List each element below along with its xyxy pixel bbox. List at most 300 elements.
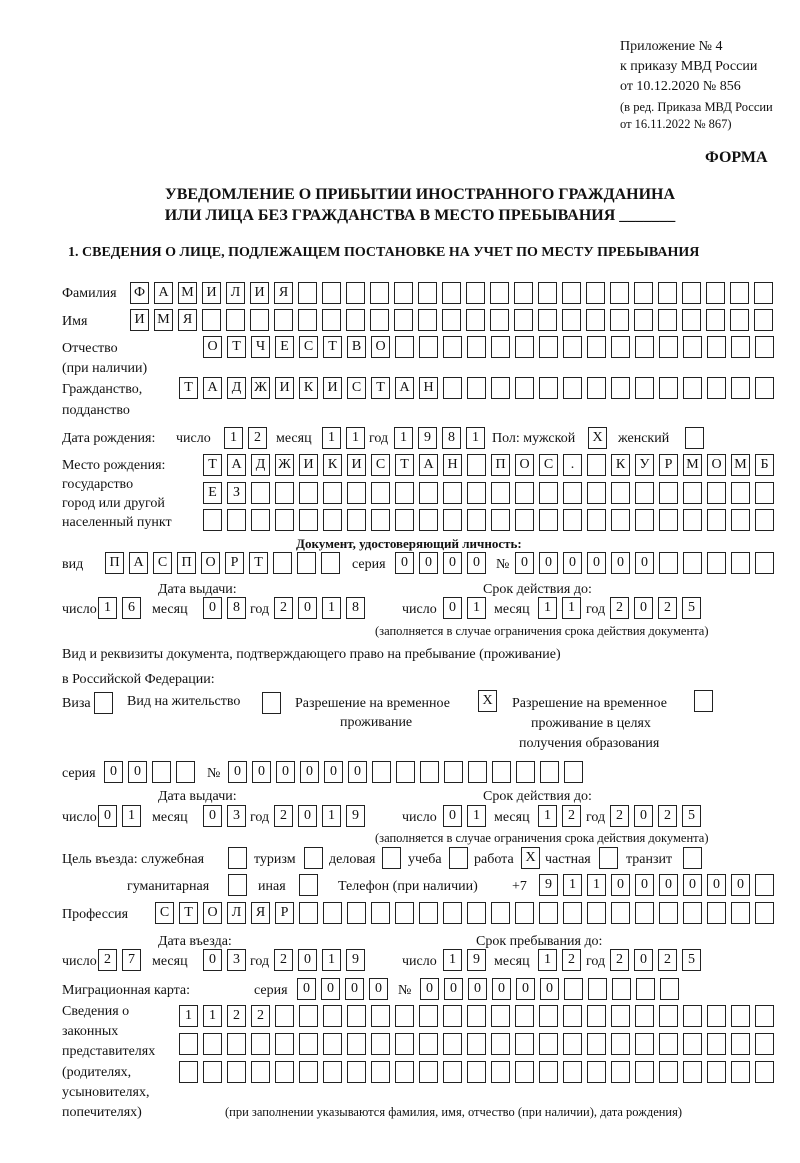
- form-cell[interactable]: 0: [707, 874, 726, 896]
- form-cell[interactable]: 7: [122, 949, 141, 971]
- form-cell[interactable]: [346, 282, 365, 304]
- form-cell[interactable]: [298, 282, 317, 304]
- form-cell[interactable]: [635, 1033, 654, 1055]
- form-cell[interactable]: [273, 552, 292, 574]
- form-cell[interactable]: У: [635, 454, 654, 476]
- patronymic-field[interactable]: [203, 336, 774, 358]
- form-cell[interactable]: .: [563, 454, 582, 476]
- form-cell[interactable]: [587, 377, 606, 399]
- form-cell[interactable]: [682, 282, 701, 304]
- form-cell[interactable]: 9: [346, 805, 365, 827]
- form-cell[interactable]: [514, 282, 533, 304]
- form-cell[interactable]: 5: [682, 597, 701, 619]
- form-cell[interactable]: [491, 336, 510, 358]
- form-cell[interactable]: И: [347, 454, 366, 476]
- form-cell[interactable]: 1: [122, 805, 141, 827]
- form-cell[interactable]: 0: [324, 761, 343, 783]
- form-cell[interactable]: [707, 509, 726, 531]
- form-cell[interactable]: [491, 1061, 510, 1083]
- birth-month-field[interactable]: [322, 427, 365, 449]
- form-cell[interactable]: [443, 1005, 462, 1027]
- form-cell[interactable]: [442, 309, 461, 331]
- form-cell[interactable]: Я: [251, 902, 270, 924]
- form-cell[interactable]: [659, 482, 678, 504]
- form-cell[interactable]: [323, 482, 342, 504]
- form-cell[interactable]: [659, 552, 678, 574]
- form-cell[interactable]: [562, 282, 581, 304]
- form-cell[interactable]: [635, 509, 654, 531]
- form-cell[interactable]: 1: [346, 427, 365, 449]
- form-cell[interactable]: [563, 902, 582, 924]
- form-cell[interactable]: [634, 309, 653, 331]
- form-cell[interactable]: [611, 482, 630, 504]
- form-cell[interactable]: [730, 309, 749, 331]
- form-cell[interactable]: Б: [755, 454, 774, 476]
- form-cell[interactable]: Н: [443, 454, 462, 476]
- form-cell[interactable]: А: [154, 282, 173, 304]
- representatives-field-line-2[interactable]: [179, 1033, 774, 1055]
- form-cell[interactable]: [611, 377, 630, 399]
- form-cell[interactable]: [754, 309, 773, 331]
- form-cell[interactable]: 0: [395, 552, 414, 574]
- form-cell[interactable]: М: [731, 454, 750, 476]
- sex-female-checkbox[interactable]: [685, 427, 704, 449]
- form-cell[interactable]: 0: [203, 597, 222, 619]
- form-cell[interactable]: 2: [610, 597, 629, 619]
- form-cell[interactable]: О: [515, 454, 534, 476]
- form-cell[interactable]: 1: [443, 949, 462, 971]
- id-series-field[interactable]: [395, 552, 486, 574]
- form-cell[interactable]: [443, 336, 462, 358]
- form-cell[interactable]: [635, 1005, 654, 1027]
- form-cell[interactable]: Я: [274, 282, 293, 304]
- form-cell[interactable]: 0: [252, 761, 271, 783]
- form-cell[interactable]: [515, 902, 534, 924]
- form-cell[interactable]: [418, 309, 437, 331]
- form-cell[interactable]: [538, 282, 557, 304]
- form-cell[interactable]: [516, 761, 535, 783]
- form-cell[interactable]: [707, 1061, 726, 1083]
- form-cell[interactable]: 2: [562, 805, 581, 827]
- form-cell[interactable]: И: [275, 377, 294, 399]
- form-cell[interactable]: [683, 336, 702, 358]
- form-cell[interactable]: Т: [249, 552, 268, 574]
- form-cell[interactable]: [323, 1005, 342, 1027]
- form-cell[interactable]: [491, 1033, 510, 1055]
- temp-residence-checkbox[interactable]: [478, 690, 497, 712]
- form-cell[interactable]: М: [683, 454, 702, 476]
- form-cell[interactable]: 0: [203, 805, 222, 827]
- form-cell[interactable]: [250, 309, 269, 331]
- form-cell[interactable]: [707, 1033, 726, 1055]
- form-cell[interactable]: 0: [443, 597, 462, 619]
- form-cell[interactable]: З: [227, 482, 246, 504]
- form-cell[interactable]: [539, 336, 558, 358]
- form-cell[interactable]: [683, 1005, 702, 1027]
- form-cell[interactable]: [539, 1005, 558, 1027]
- form-cell[interactable]: [490, 309, 509, 331]
- form-cell[interactable]: [371, 482, 390, 504]
- form-cell[interactable]: X: [478, 690, 497, 712]
- birthplace-field-line-3[interactable]: [203, 509, 774, 531]
- form-cell[interactable]: [659, 902, 678, 924]
- name-field[interactable]: [130, 309, 773, 331]
- stay-issue-month-field[interactable]: [203, 805, 246, 827]
- purpose-business-checkbox[interactable]: [382, 847, 401, 869]
- form-cell[interactable]: 2: [562, 949, 581, 971]
- form-cell[interactable]: 2: [610, 805, 629, 827]
- form-cell[interactable]: И: [299, 454, 318, 476]
- form-cell[interactable]: О: [201, 552, 220, 574]
- form-cell[interactable]: [731, 1061, 750, 1083]
- phone-field[interactable]: [539, 874, 774, 896]
- form-cell[interactable]: [394, 282, 413, 304]
- form-cell[interactable]: 0: [611, 552, 630, 574]
- purpose-transit-checkbox[interactable]: [683, 847, 702, 869]
- form-cell[interactable]: [203, 1033, 222, 1055]
- form-cell[interactable]: 0: [203, 949, 222, 971]
- form-cell[interactable]: [347, 902, 366, 924]
- form-cell[interactable]: [539, 377, 558, 399]
- form-cell[interactable]: [611, 509, 630, 531]
- entry-year-field[interactable]: [274, 949, 365, 971]
- form-cell[interactable]: [659, 509, 678, 531]
- form-cell[interactable]: [731, 509, 750, 531]
- form-cell[interactable]: А: [395, 377, 414, 399]
- form-cell[interactable]: [563, 1061, 582, 1083]
- form-cell[interactable]: [467, 377, 486, 399]
- form-cell[interactable]: [515, 482, 534, 504]
- form-cell[interactable]: [634, 282, 653, 304]
- form-cell[interactable]: [514, 309, 533, 331]
- form-cell[interactable]: М: [154, 309, 173, 331]
- form-cell[interactable]: Т: [179, 902, 198, 924]
- form-cell[interactable]: [419, 1033, 438, 1055]
- form-cell[interactable]: 0: [443, 805, 462, 827]
- citizenship-field[interactable]: [179, 377, 774, 399]
- form-cell[interactable]: [683, 902, 702, 924]
- form-cell[interactable]: [515, 336, 534, 358]
- form-cell[interactable]: Р: [659, 454, 678, 476]
- form-cell[interactable]: [563, 1005, 582, 1027]
- form-cell[interactable]: [491, 377, 510, 399]
- surname-field[interactable]: [130, 282, 773, 304]
- id-valid-day-field[interactable]: [443, 597, 486, 619]
- form-cell[interactable]: [492, 761, 511, 783]
- stay-valid-year-field[interactable]: [610, 805, 701, 827]
- purpose-official-checkbox[interactable]: [228, 847, 247, 869]
- form-cell[interactable]: [443, 1061, 462, 1083]
- form-cell[interactable]: [707, 482, 726, 504]
- representatives-field-line-1[interactable]: [179, 1005, 774, 1027]
- form-cell[interactable]: [251, 1033, 270, 1055]
- form-cell[interactable]: 0: [683, 874, 702, 896]
- form-cell[interactable]: Ф: [130, 282, 149, 304]
- form-cell[interactable]: Т: [371, 377, 390, 399]
- form-cell[interactable]: [730, 282, 749, 304]
- form-cell[interactable]: [683, 482, 702, 504]
- form-cell[interactable]: [683, 509, 702, 531]
- form-cell[interactable]: [755, 377, 774, 399]
- form-cell[interactable]: [419, 1061, 438, 1083]
- form-cell[interactable]: [707, 377, 726, 399]
- form-cell[interactable]: [731, 1005, 750, 1027]
- form-cell[interactable]: [179, 1033, 198, 1055]
- form-cell[interactable]: [491, 1005, 510, 1027]
- form-cell[interactable]: [515, 377, 534, 399]
- stay-issue-day-field[interactable]: [98, 805, 141, 827]
- form-cell[interactable]: П: [491, 454, 510, 476]
- form-cell[interactable]: [467, 482, 486, 504]
- form-cell[interactable]: [323, 1033, 342, 1055]
- form-cell[interactable]: [563, 482, 582, 504]
- form-cell[interactable]: 1: [467, 597, 486, 619]
- form-cell[interactable]: Т: [227, 336, 246, 358]
- id-kind-field[interactable]: [105, 552, 340, 574]
- form-cell[interactable]: 2: [610, 949, 629, 971]
- form-cell[interactable]: [539, 902, 558, 924]
- form-cell[interactable]: 0: [298, 597, 317, 619]
- form-cell[interactable]: [491, 509, 510, 531]
- form-cell[interactable]: О: [371, 336, 390, 358]
- form-cell[interactable]: [563, 509, 582, 531]
- form-cell[interactable]: 0: [587, 552, 606, 574]
- form-cell[interactable]: [683, 847, 702, 869]
- form-cell[interactable]: 1: [538, 805, 557, 827]
- migration-number-field[interactable]: [420, 978, 679, 1000]
- form-cell[interactable]: [251, 509, 270, 531]
- form-cell[interactable]: 8: [346, 597, 365, 619]
- form-cell[interactable]: 1: [322, 427, 341, 449]
- form-cell[interactable]: [419, 1005, 438, 1027]
- form-cell[interactable]: С: [155, 902, 174, 924]
- form-cell[interactable]: [706, 282, 725, 304]
- form-cell[interactable]: [467, 1061, 486, 1083]
- form-cell[interactable]: 9: [539, 874, 558, 896]
- form-cell[interactable]: [659, 1061, 678, 1083]
- form-cell[interactable]: [538, 309, 557, 331]
- form-cell[interactable]: [372, 761, 391, 783]
- form-cell[interactable]: Я: [178, 309, 197, 331]
- form-cell[interactable]: 0: [467, 552, 486, 574]
- purpose-work-checkbox[interactable]: [521, 847, 540, 869]
- form-cell[interactable]: 1: [203, 1005, 222, 1027]
- form-cell[interactable]: [395, 1033, 414, 1055]
- form-cell[interactable]: 0: [228, 761, 247, 783]
- form-cell[interactable]: [707, 902, 726, 924]
- form-cell[interactable]: 0: [468, 978, 487, 1000]
- form-cell[interactable]: [755, 1061, 774, 1083]
- form-cell[interactable]: [539, 482, 558, 504]
- form-cell[interactable]: [587, 1005, 606, 1027]
- form-cell[interactable]: [754, 282, 773, 304]
- form-cell[interactable]: [370, 309, 389, 331]
- form-cell[interactable]: [611, 1033, 630, 1055]
- form-cell[interactable]: [491, 482, 510, 504]
- form-cell[interactable]: О: [203, 902, 222, 924]
- form-cell[interactable]: В: [347, 336, 366, 358]
- form-cell[interactable]: [610, 282, 629, 304]
- form-cell[interactable]: [466, 309, 485, 331]
- form-cell[interactable]: 0: [369, 978, 388, 1000]
- form-cell[interactable]: [731, 377, 750, 399]
- form-cell[interactable]: [562, 309, 581, 331]
- form-cell[interactable]: [228, 847, 247, 869]
- form-cell[interactable]: [297, 552, 316, 574]
- form-cell[interactable]: [395, 1005, 414, 1027]
- form-cell[interactable]: 1: [466, 427, 485, 449]
- form-cell[interactable]: С: [347, 377, 366, 399]
- form-cell[interactable]: [394, 309, 413, 331]
- form-cell[interactable]: [203, 1061, 222, 1083]
- form-cell[interactable]: [443, 377, 462, 399]
- stay-number-field[interactable]: [228, 761, 583, 783]
- stay-valid-day-field[interactable]: [443, 805, 486, 827]
- form-cell[interactable]: [443, 482, 462, 504]
- form-cell[interactable]: [564, 978, 583, 1000]
- form-cell[interactable]: [346, 309, 365, 331]
- form-cell[interactable]: [635, 1061, 654, 1083]
- form-cell[interactable]: Е: [275, 336, 294, 358]
- form-cell[interactable]: [203, 509, 222, 531]
- birthplace-field-line-1[interactable]: [203, 454, 774, 476]
- entry-day-field[interactable]: [98, 949, 141, 971]
- form-cell[interactable]: [299, 509, 318, 531]
- form-cell[interactable]: [539, 1033, 558, 1055]
- purpose-tourism-checkbox[interactable]: [304, 847, 323, 869]
- form-cell[interactable]: [227, 1033, 246, 1055]
- form-cell[interactable]: 5: [682, 805, 701, 827]
- form-cell[interactable]: [467, 902, 486, 924]
- form-cell[interactable]: [755, 336, 774, 358]
- profession-field[interactable]: [155, 902, 774, 924]
- form-cell[interactable]: [274, 309, 293, 331]
- form-cell[interactable]: [539, 509, 558, 531]
- form-cell[interactable]: [347, 1005, 366, 1027]
- form-cell[interactable]: [449, 847, 468, 869]
- form-cell[interactable]: [587, 336, 606, 358]
- form-cell[interactable]: 2: [251, 1005, 270, 1027]
- form-cell[interactable]: 1: [587, 874, 606, 896]
- form-cell[interactable]: [322, 309, 341, 331]
- form-cell[interactable]: 0: [635, 552, 654, 574]
- form-cell[interactable]: И: [130, 309, 149, 331]
- form-cell[interactable]: [347, 1061, 366, 1083]
- form-cell[interactable]: 1: [224, 427, 243, 449]
- form-cell[interactable]: 0: [444, 978, 463, 1000]
- form-cell[interactable]: [659, 1005, 678, 1027]
- form-cell[interactable]: [683, 377, 702, 399]
- form-cell[interactable]: [491, 902, 510, 924]
- form-cell[interactable]: 1: [563, 874, 582, 896]
- form-cell[interactable]: 0: [611, 874, 630, 896]
- form-cell[interactable]: Д: [251, 454, 270, 476]
- form-cell[interactable]: 0: [515, 552, 534, 574]
- representatives-field-line-3[interactable]: [179, 1061, 774, 1083]
- birth-day-field[interactable]: [224, 427, 267, 449]
- form-cell[interactable]: [467, 509, 486, 531]
- form-cell[interactable]: [539, 1061, 558, 1083]
- form-cell[interactable]: [382, 847, 401, 869]
- form-cell[interactable]: 0: [104, 761, 123, 783]
- form-cell[interactable]: 0: [297, 978, 316, 1000]
- form-cell[interactable]: [683, 1033, 702, 1055]
- form-cell[interactable]: [635, 482, 654, 504]
- birthplace-field-line-2[interactable]: [203, 482, 774, 504]
- form-cell[interactable]: [587, 482, 606, 504]
- form-cell[interactable]: [443, 509, 462, 531]
- form-cell[interactable]: [731, 902, 750, 924]
- form-cell[interactable]: 0: [492, 978, 511, 1000]
- form-cell[interactable]: [563, 1033, 582, 1055]
- id-issue-day-field[interactable]: [98, 597, 141, 619]
- form-cell[interactable]: 0: [516, 978, 535, 1000]
- form-cell[interactable]: [444, 761, 463, 783]
- form-cell[interactable]: [275, 482, 294, 504]
- id-issue-year-field[interactable]: [274, 597, 365, 619]
- form-cell[interactable]: [731, 336, 750, 358]
- form-cell[interactable]: [275, 1005, 294, 1027]
- form-cell[interactable]: [371, 509, 390, 531]
- form-cell[interactable]: [371, 1033, 390, 1055]
- form-cell[interactable]: [227, 1061, 246, 1083]
- form-cell[interactable]: [755, 902, 774, 924]
- form-cell[interactable]: [347, 482, 366, 504]
- entry-month-field[interactable]: [203, 949, 246, 971]
- form-cell[interactable]: [371, 1005, 390, 1027]
- form-cell[interactable]: [635, 377, 654, 399]
- form-cell[interactable]: [685, 427, 704, 449]
- form-cell[interactable]: [658, 282, 677, 304]
- form-cell[interactable]: [755, 552, 774, 574]
- form-cell[interactable]: Р: [275, 902, 294, 924]
- form-cell[interactable]: Н: [419, 377, 438, 399]
- form-cell[interactable]: [636, 978, 655, 1000]
- form-cell[interactable]: [659, 1033, 678, 1055]
- form-cell[interactable]: Р: [225, 552, 244, 574]
- form-cell[interactable]: [515, 1061, 534, 1083]
- form-cell[interactable]: [755, 1005, 774, 1027]
- form-cell[interactable]: 0: [420, 978, 439, 1000]
- form-cell[interactable]: [587, 454, 606, 476]
- form-cell[interactable]: Л: [226, 282, 245, 304]
- form-cell[interactable]: [755, 874, 774, 896]
- form-cell[interactable]: [610, 309, 629, 331]
- form-cell[interactable]: [275, 1033, 294, 1055]
- stay-until-day-field[interactable]: [443, 949, 486, 971]
- form-cell[interactable]: [227, 509, 246, 531]
- form-cell[interactable]: К: [611, 454, 630, 476]
- form-cell[interactable]: [176, 761, 195, 783]
- form-cell[interactable]: [395, 482, 414, 504]
- form-cell[interactable]: А: [129, 552, 148, 574]
- form-cell[interactable]: Т: [323, 336, 342, 358]
- id-valid-month-field[interactable]: [538, 597, 581, 619]
- id-number-field[interactable]: [515, 552, 774, 574]
- form-cell[interactable]: [707, 1005, 726, 1027]
- form-cell[interactable]: 0: [443, 552, 462, 574]
- sex-male-checkbox[interactable]: [588, 427, 607, 449]
- purpose-humanitarian-checkbox[interactable]: [228, 874, 247, 896]
- form-cell[interactable]: 0: [659, 874, 678, 896]
- form-cell[interactable]: [563, 377, 582, 399]
- form-cell[interactable]: С: [299, 336, 318, 358]
- form-cell[interactable]: [419, 902, 438, 924]
- form-cell[interactable]: [228, 874, 247, 896]
- form-cell[interactable]: [731, 482, 750, 504]
- form-cell[interactable]: [443, 902, 462, 924]
- form-cell[interactable]: 1: [538, 949, 557, 971]
